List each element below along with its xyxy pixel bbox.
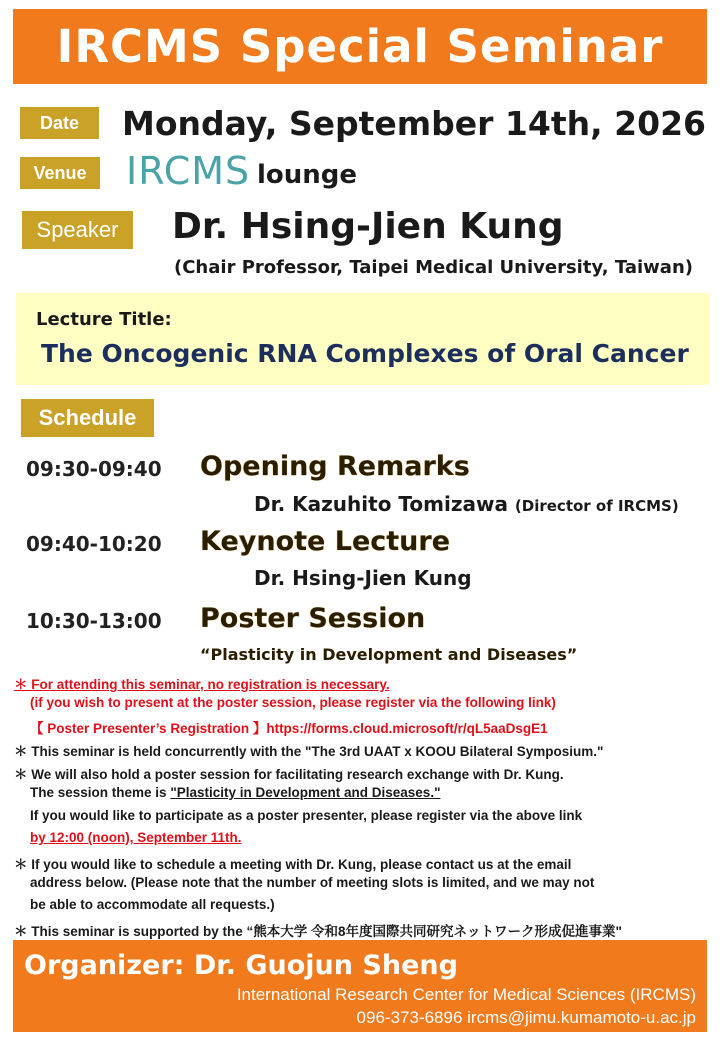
organizer-contact[interactable]: 096-373-6896 ircms@jimu.kumamoto-u.ac.jp (356, 1008, 696, 1027)
schedule-label: Schedule (21, 399, 154, 437)
organizer-title: Organizer: Dr. Guojun Sheng (24, 950, 458, 981)
ircms-logo (124, 146, 252, 196)
session-theme-value: "Plasticity in Development and Diseases." (170, 785, 441, 800)
venue-value: lounge (257, 160, 358, 190)
note-poster-session: ＊ We will also hold a poster session for facilitating research exchange with Dr. Kung. (14, 767, 564, 782)
speaker-name: Dr. Hsing-Jien Kung (172, 206, 564, 247)
speaker-label: Speaker (22, 211, 133, 249)
schedule-time: 09:30-09:40 (26, 457, 162, 481)
date-value: Monday, September 14th, 2026 (122, 104, 706, 143)
schedule-person-name: Dr. Kazuhito Tomizawa (254, 492, 508, 516)
note-support: ＊ This seminar is supported by the “熊本大学 令和8年度国際共同研究ネットワーク形成促進事業" (14, 924, 622, 939)
note-deadline: by 12:00 (noon), September 11th. (30, 830, 242, 845)
schedule-person-name: Dr. Hsing-Jien Kung (254, 566, 472, 590)
note-meeting-detail-2: be able to accommodate all requests.) (30, 897, 275, 912)
note-poster-register: If you would like to participate as a poster presenter, please register via the above link (30, 808, 583, 823)
note-registration: ＊ For attending this seminar, no registration is necessary. (14, 677, 390, 692)
page-title: IRCMS Special Seminar (56, 20, 664, 73)
speaker-affiliation: (Chair Professor, Taipei Medical University, Taiwan) (174, 257, 693, 278)
schedule-person (254, 492, 679, 516)
note-meeting: ＊ If you would like to schedule a meeting with Dr. Kung, please contact us at the email (14, 857, 572, 872)
note-session-theme (30, 785, 440, 800)
poster-theme: “Plasticity in Development and Diseases” (200, 645, 578, 664)
organizer-institution: International Research Center for Medical Sciences (IRCMS) (236, 985, 696, 1004)
session-theme-prefix: The session theme is (30, 785, 171, 800)
registration-link[interactable]: 【 Poster Presenter’s Registration 】https://forms.cloud.microsoft/r/qL5aaDsgE1 (30, 721, 548, 736)
ircms-logo-text: IRCMS (126, 149, 251, 193)
title-banner (13, 9, 707, 84)
note-symposium: ＊ This seminar is held concurrently with the "The 3rd UAAT x KOOU Bilateral Symposium." (14, 744, 604, 759)
schedule-event: Opening Remarks (200, 451, 470, 482)
date-label: Date (20, 107, 99, 139)
schedule-event: Keynote Lecture (200, 526, 451, 557)
note-meeting-detail: address below. (Please note that the number of meeting slots is limited, and we may not (30, 875, 595, 890)
schedule-time: 09:40-10:20 (26, 532, 162, 556)
schedule-event: Poster Session (200, 603, 426, 634)
lecture-title: The Oncogenic RNA Complexes of Oral Cancer (41, 339, 689, 368)
venue-label: Venue (20, 157, 100, 189)
schedule-person-role: (Director of IRCMS) (514, 497, 679, 515)
note-registration-detail: (if you wish to present at the poster session, please register via the following link) (30, 695, 556, 710)
lecture-label: Lecture Title: (36, 309, 172, 330)
schedule-time: 10:30-13:00 (26, 609, 162, 633)
